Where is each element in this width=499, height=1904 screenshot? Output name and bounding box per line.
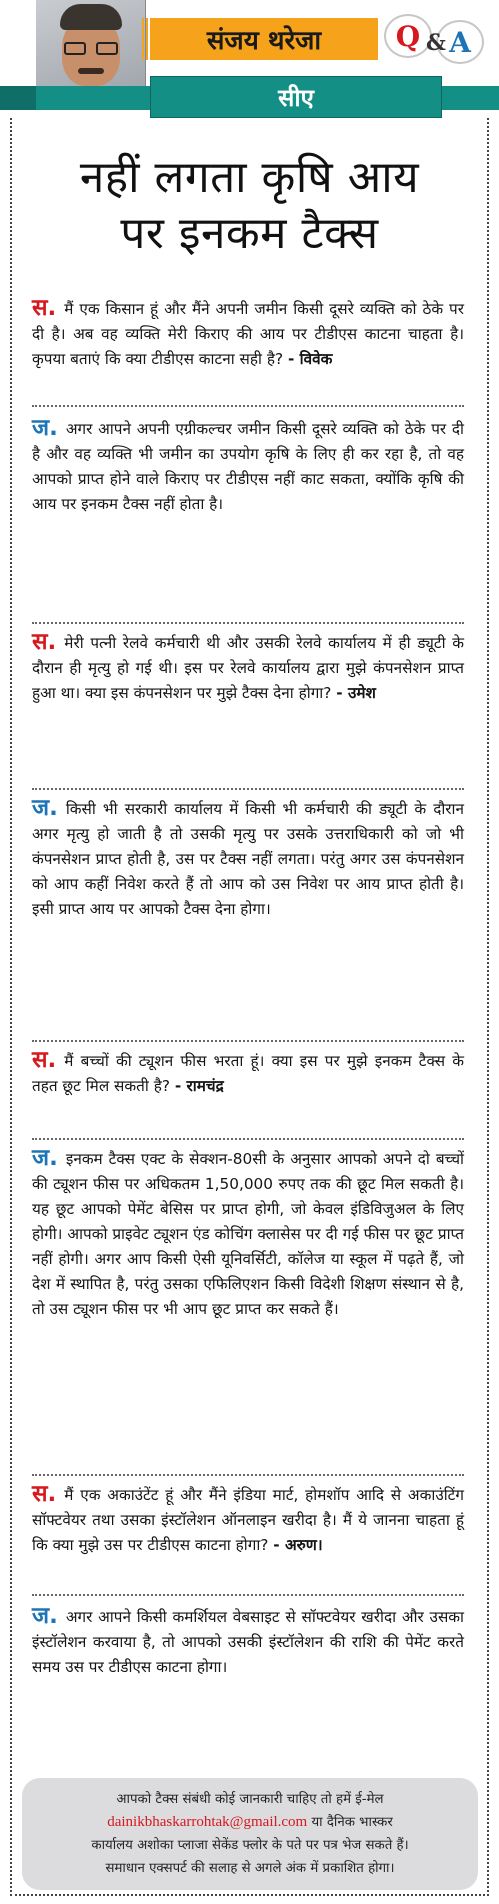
a-bubble-icon: A <box>436 20 484 64</box>
question-text: मैं एक किसान हूं और मैंने अपनी जमीन किसी दूसरे व्यक्ति को ठेके पर दी है। अब वह व्यक्ति मेरी किराए की आय पर टीडीएस काटना चाहता है। कृपया बताएं कि क्या टीडीएस काटना सही है? <box>32 300 464 368</box>
author-name: संजय थरेजा <box>206 26 322 56</box>
headline-line-1: नहीं लगता कृषि आय <box>79 152 420 203</box>
contact-footer <box>22 1778 478 1890</box>
asker-name: - रामचंद्र <box>174 1077 224 1095</box>
author-photo-glasses <box>64 42 118 56</box>
author-name-band <box>150 18 378 60</box>
question-marker: स. <box>32 629 57 655</box>
footer-line-2 <box>107 1811 393 1834</box>
qa-logo <box>380 10 490 68</box>
divider <box>32 1040 464 1042</box>
footer-line-1: आपको टैक्स संबंधी कोई जानकारी चाहिए तो हमें ई-मेल <box>116 1792 384 1807</box>
question-4 <box>32 1482 464 1558</box>
footer-line-2-rest: या दैनिक भास्कर <box>307 1815 393 1830</box>
column-header <box>0 0 499 112</box>
answer-marker: ज. <box>32 1145 58 1171</box>
divider <box>32 622 464 624</box>
asker-name: - अरुण। <box>273 1536 323 1554</box>
answer-text: अगर आपने किसी कमर्शियल वेबसाइट से सॉफ्टवेयर खरीदा और उसका इंस्टॉलेशन करवाया है, तो आपको उसकी इंस्टॉलेशन की राशि की पेमेंट करते समय उस पर टीडीएस काटना होगा। <box>32 1608 464 1676</box>
question-3 <box>32 1048 464 1099</box>
answer-marker: ज. <box>32 415 58 441</box>
asker-name: - उमेश <box>336 684 376 702</box>
divider <box>32 1474 464 1476</box>
answer-text: इनकम टैक्स एक्ट के सेक्शन-80सी के अनुसार आपको अपने दो बच्चों की ट्यूशन फीस पर अधिकतम 1,50,000 रुपए तक की छूट मिल सकती है। यह छूट आपको पेमेंट बेसिस पर प्राप्त होगी, जो केवल इंडिविजुअल के लिए होगी। आपको प्राइवेट ट्यूशन एंड कोचिंग क्लासेस पर दी गई फीस पर छूट प्राप्त नहीं होगी। अगर आप किसी ऐसी यूनिवर्सिटी, कॉलेज या स्कूल में पढ़ते हैं, जो देश में स्थापित है, परंतु उसका एफिलिएशन किसी विदेशी शिक्षण संस्थान से है, तो उस ट्यूशन फीस पर भी आप छूट प्राप्त कर सकते हैं। <box>32 1150 464 1318</box>
answer-2 <box>32 796 464 922</box>
question-2 <box>32 630 464 706</box>
question-marker: स. <box>32 1047 57 1073</box>
headline <box>20 150 479 262</box>
question-text: मेरी पत्नी रेलवे कर्मचारी थी और उसकी रेलवे कार्यालय में ही ड्यूटी के दौरान ही मृत्यु हो गई थी। इस पर रेलवे कार्यालय द्वारा मुझे कंपनसेशन प्राप्त हुआ था। क्या इस कंपनसेशन पर मुझे टैक्स देना होगा? <box>32 634 464 702</box>
answer-text: अगर आपने अपनी एग्रीकल्चर जमीन किसी दूसरे व्यक्ति को ठेके पर दी है और वह व्यक्ति भी जमीन का उपयोग कृषि के लिए ही कर रहा है, तो वह आपको प्राप्त होने वाले किराए पर टीडीएस नहीं काट सकता, क्योंकि कृषि की आय पर इनकम टैक्स नहीं होता है। <box>32 420 464 513</box>
footer-line-4: समाधान एक्सपर्ट की सलाह से अगले अंक में प्रकाशित होगा। <box>105 1861 395 1876</box>
divider <box>32 405 464 407</box>
answer-marker: ज. <box>32 795 58 821</box>
author-photo-hair <box>60 4 122 30</box>
divider <box>32 1138 464 1140</box>
divider <box>32 1594 464 1596</box>
q-bubble-icon: Q <box>384 14 432 58</box>
answer-4 <box>32 1604 464 1680</box>
author-designation: सीए <box>278 83 314 112</box>
asker-name: - विवेक <box>287 350 333 368</box>
answer-text: किसी भी सरकारी कार्यालय में किसी भी कर्मचारी की ड्यूटी के दौरान अगर मृत्यु हो जाती है तो उसकी मृत्यु पर उसके उत्तराधिकारी को जो भी कंपनसेशन प्राप्त होती है, उस पर टैक्स नहीं लगता। परंतु अगर उस कंपनसेशन को आप कहीं निवेश करते हैं तो आप को उस निवेश पर आय प्राप्त होती है। इसी प्राप्त आय पर आपको टैक्स देना होगा। <box>32 800 464 918</box>
footer-line-3: कार्यालय अशोका प्लाजा सेकेंड फ्लोर के पते पर पत्र भेज सकते हैं। <box>91 1838 409 1853</box>
teal-band-left <box>0 86 36 110</box>
author-photo-moustache <box>78 68 104 74</box>
question-text: मैं एक अकाउंटेंट हूं और मैंने इंडिया मार्ट, होमशॉप आदि से अकाउंटिंग सॉफ्टवेयर तथा उसका इंस्टॉलेशन ऑनलाइन खरीदा है। मैं ये जानना चाहता हूं कि क्या मुझे उस पर टीडीएस काटना होगा? <box>32 1486 464 1554</box>
question-text: मैं बच्चों की ट्यूशन फीस भरता हूं। क्या इस पर मुझे इनकम टैक्स के तहत छूट मिल सकती है? <box>32 1052 464 1095</box>
answer-marker: ज. <box>32 1603 58 1629</box>
headline-line-2: पर इनकम टैक्स <box>120 208 379 259</box>
qa-ampersand: & <box>426 30 446 56</box>
answer-3 <box>32 1146 464 1322</box>
answer-1 <box>32 416 464 517</box>
question-marker: स. <box>32 1481 57 1507</box>
divider <box>32 788 464 790</box>
designation-box <box>150 76 442 118</box>
question-marker: स. <box>32 295 57 321</box>
question-1 <box>32 296 464 372</box>
email-link[interactable]: dainikbhaskarrohtak@gmail.com <box>107 1814 308 1830</box>
